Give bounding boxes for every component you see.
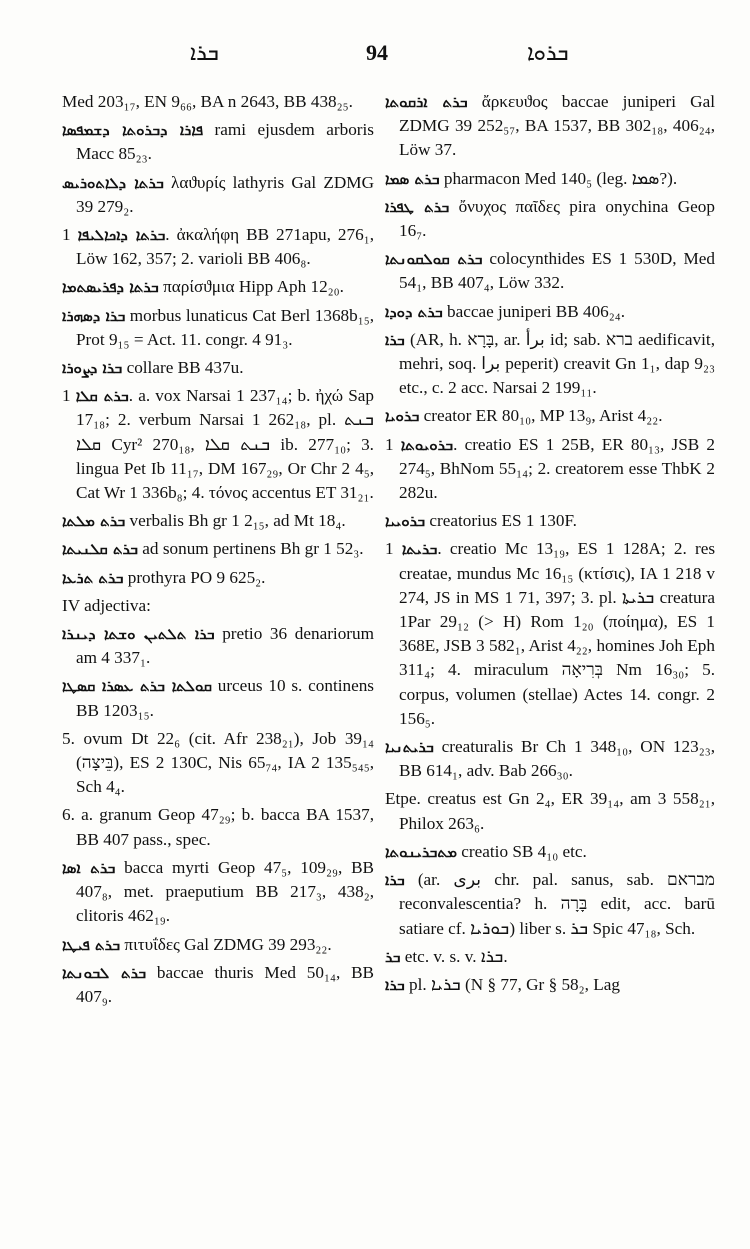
syriac-headword: ܒܪܘܝܝܐ [385, 512, 426, 531]
entry-text: ad sonum pertinens Bh gr 1 52₃. [138, 539, 364, 559]
entry-text: πιτυΐδες Gal ZDMG 39 293₂₂. [120, 934, 332, 954]
syriac-headword: ܒܪܝܬܢܝܐ [385, 738, 434, 757]
syriac-headword: ܒܪܐ ܕܨܘܪܐ [62, 359, 123, 378]
syriac-headword: ܒܪܬ ܬܪܥܐ [62, 568, 124, 587]
dictionary-entry [385, 537, 715, 731]
dictionary-entry [385, 90, 715, 163]
entry-body [385, 195, 715, 243]
entry-body [385, 300, 715, 324]
dictionary-entry [62, 803, 374, 851]
syriac-headword: ܒܪܬ ܐܪܩܘܬܐ [385, 93, 468, 111]
dictionary-entry [385, 328, 715, 401]
syriac-headword: ܒܪܬܐ ܕܐܟܐܠܝܦܐ [77, 226, 166, 245]
entry-body [62, 171, 374, 219]
syriac-headword: ܒܪܐ [385, 871, 405, 890]
syriac-headword: ܒܪܬ ܛܦܪܐ [385, 197, 450, 216]
syriac-headword: ܒܪܘܝܐ [385, 407, 420, 426]
entry-text: 6. a. granum Geop 47₂₉; b. bacca BA 1537, BB 407 pass., spec. [62, 805, 374, 849]
syriac-headword: ܒܪܬ ܩܘܠܩܘܢܬܐ [385, 250, 483, 269]
entry-text: creatio SB 4₁₀ etc. [456, 841, 587, 861]
dictionary-entry [385, 195, 715, 243]
dictionary-entry [385, 868, 715, 941]
entry-body [62, 961, 374, 1009]
dictionary-entry [385, 167, 715, 191]
entry-text: creatorius ES 1 130F. [425, 511, 577, 531]
entry-body [385, 167, 715, 191]
entry-body [385, 945, 715, 969]
page-header [0, 40, 750, 70]
entry-body [62, 727, 374, 800]
entry-text: 1. a. vox Narsai 1 237₁₄; b. ἠχώ Sap 17₁₈; 2. verbum Narsai 1 262₁₈, pl. ܒܢܬ ܩܠܐ Cyr² 270₁₈, ܒܢܬ ܩܠܐ ib. 277₁₀; 3. lingua Pet Ib 11₁₇, DM 167₂₉, Or Chr 2 4₅, Cat Wr 1 336b₈; 4. τόνος accentus ET 31₂₁. [62, 386, 375, 503]
entry-body [62, 275, 374, 299]
entry-text: colocynthides ES 1 530D, Med 54₁, BB 407₄, Löw 332. [399, 249, 715, 293]
dictionary-entry [385, 735, 715, 783]
entry-body [62, 594, 374, 618]
entry-body [385, 973, 715, 997]
syriac-headword: ܒܪܐ ܬܠܬܝܢ ܘܫܬܐ ܕܝܢܪܐ [62, 625, 215, 644]
dictionary-entry [385, 300, 715, 324]
entry-text: verbalis Bh gr 1 2₁₅, ad Mt 18₄. [125, 511, 346, 531]
entry-body [62, 537, 374, 561]
dictionary-entry [62, 171, 374, 219]
syriac-headword: ܒܪܬ ܩܠܢܝܬܐ [62, 540, 138, 559]
dictionary-entry [62, 856, 374, 929]
entry-body [62, 566, 374, 590]
entry-body [385, 787, 715, 835]
entry-body [385, 247, 715, 295]
syriac-headword: ܒܪܬܐ ܕܠܐܬܘܪܝܣ [62, 173, 164, 192]
dictionary-entry [62, 674, 374, 722]
entry-text: urceus 10 s. continens BB 1203₁₅. [76, 676, 374, 720]
dictionary-entry [62, 275, 374, 299]
syriac-headword: ܒܪܐ [385, 330, 405, 349]
syriac-headword: ܒܪܬ ܕܘܕܐ [385, 302, 443, 321]
dictionary-entry [62, 384, 374, 505]
entry-text: 1. ἀκαλήφη BB 271apu, 276₁, Löw 162, 357; 2. varioli BB 406₈. [62, 225, 375, 269]
dictionary-entry [62, 223, 374, 271]
entry-body [62, 622, 374, 670]
entry-text: Etpe. creatus est Gn 2₄, ER 39₁₄, am 3 558₂₁, Philox 263₆. [385, 789, 715, 833]
entry-body [62, 803, 374, 851]
dictionary-entry [62, 727, 374, 800]
dictionary-entry [62, 537, 374, 561]
entry-body [385, 509, 715, 533]
entry-body [385, 868, 715, 941]
entry-text: pharmacon Med 140₅ (leg. ܣܡܐ?). [439, 168, 678, 188]
syriac-headword: ܒܪܬ ܠܒܘܢܬܐ [62, 963, 147, 982]
entry-text: rami ejusdem arboris Macc 85₂₃. [76, 120, 374, 164]
entry-text: 5. ovum Dt 22₆ (cit. Afr 238₂₁), Job 39₁₄ (בֵּיצָה), ES 2 130C, Nis 65₇₄, IA 2 135₅₄₅, Sch 4₄. [62, 728, 374, 797]
dictionary-entry [385, 433, 715, 506]
right-column [385, 90, 715, 1001]
entry-text: IV adjectiva: [62, 595, 151, 615]
dictionary-entry [385, 973, 715, 997]
syriac-headword: ܒܪܬ ܐܣܐ [62, 858, 116, 877]
entry-text: 1. creatio Mc 13₁₉, ES 1 128A; 2. res creatae, mundus Mc 16₁₅ (κτίσις), IA 1 218 v 274, JS in MS 1 71, 397; 3. pl. ܒܪܝܬܐ creatura 1Par 29₁₂ (> H) Rom 1₂₀ (ποίημα), ES 1 368E, JSB 3 582₁, Arist 4₂₂, homines Joh Eph 311₄; 4. miraculum בְּרִיאָה Nm 16₃₀; 5. corpus, volumen (stellae) Actes 14. congr. 2 156₅. [385, 539, 716, 728]
syriac-headword: ܒܪܐ [385, 975, 405, 994]
entry-text: (ar. برى chr. pal. sanus, sab. מבראם reconvalescentia? h. בָּרָה edit, acc. barū satiare cf. ܒܘܪܝܐ) liber s. ܒܪ Spic 47₁₈, Sch. [399, 870, 715, 938]
entry-text: pretio 36 denariorum am 4 337₁. [76, 624, 374, 668]
dictionary-entry [62, 961, 374, 1009]
header-left-word: ܒܪܐ [190, 40, 219, 65]
syriac-headword: ܒܪܝܬܐ [401, 540, 438, 559]
dictionary-entry [62, 933, 374, 957]
syriac-headword: ܒܪܬ ܡܠܬܐ [62, 512, 126, 531]
syriac-headword: ܒܪ [385, 947, 401, 966]
entry-body [62, 304, 374, 352]
entry-text: pl. ܒܪܝܐ (N § 77, Gr § 58₂, Lag [404, 974, 620, 994]
dictionary-entry [62, 304, 374, 352]
entry-body [62, 933, 374, 957]
entry-text: creator ER 80₁₀, MP 13₉, Arist 4₂₂. [419, 406, 663, 426]
page-number: 94 [366, 40, 388, 65]
syriac-headword: ܒܪܘܝܘܬܐ [400, 435, 454, 454]
dictionary-entry [385, 945, 715, 969]
entry-body [385, 404, 715, 428]
syriac-headword: ܒܪܬ ܩܠܐ [75, 387, 129, 406]
dictionary-entry [62, 90, 374, 114]
entry-text: etc. v. s. v. ܒܪܐ. [400, 946, 508, 966]
dictionary-entry [62, 594, 374, 618]
dictionary-entry [62, 509, 374, 533]
syriac-headword: ܒܪܬܐ ܕܦܪܝܣܬܡܐ [62, 278, 159, 297]
entry-body [62, 509, 374, 533]
entry-body [62, 674, 374, 722]
entry-text: λαϑυρίς lathyris Gal ZDMG 39 279₂. [76, 172, 375, 216]
entry-body [62, 90, 374, 114]
entry-text: baccae juniperi BB 406₂₄. [442, 301, 626, 321]
syriac-headword: ܦܐܪܐ ܕܒܪܘܬܐ ܕܫܡܦܣܐ [62, 121, 204, 140]
dictionary-entry [385, 787, 715, 835]
syriac-headword: ܡܬܒܪܝܢܘܬܐ [385, 842, 457, 861]
entry-body [62, 356, 374, 380]
header-right-word: ܒܪܘܐ [527, 40, 569, 65]
dictionary-entry [385, 840, 715, 864]
entry-body [62, 856, 374, 929]
syriac-headword: ܒܪܬ ܣܡܐ [385, 169, 440, 188]
dictionary-entry [62, 566, 374, 590]
dictionary-entry [62, 118, 374, 166]
entry-body [385, 735, 715, 783]
entry-text: bacca myrti Geop 47₅, 109₂₉, BB 407₈, met. praeputium BB 217₃, 438₂, clitoris 462₁₉. [76, 857, 374, 926]
dictionary-entry [62, 356, 374, 380]
entry-body [62, 118, 374, 166]
entry-text: παρίσϑμια Hipp Aph 12₂₀. [158, 277, 344, 297]
syriac-headword: ܒܪܬ ܦܝܛܐ [62, 935, 121, 954]
dictionary-entry [385, 404, 715, 428]
entry-text: collare BB 437u. [122, 358, 244, 378]
entry-text: (AR, h. בָּרָא, ar. برأ id; sab. ברא aedificavit, mehri, soq. برا peperit) creavit Gn 1₁, dap 9₂₃ etc., c. 2 acc. Narsai 2 199₁₁. [399, 329, 716, 398]
dictionary-entry [62, 622, 374, 670]
entry-text: creaturalis Br Ch 1 348₁₀, ON 123₂₃, BB 614₁, adv. Bab 266₃₀. [399, 737, 715, 781]
entry-text: morbus lunaticus Cat Berl 1368b₁₅, Prot 9₁₅ = Act. 11. congr. 4 91₃. [76, 305, 375, 349]
entry-body [385, 433, 715, 506]
dictionary-entry [385, 247, 715, 295]
syriac-headword: ܩܘܠܬܐ ܒܪܬ ܥܣܪܐ ܩܣܛܐ [62, 677, 212, 696]
entry-text: ἄρκευϑος baccae juniperi Gal ZDMG 39 252₅₇, BA 1537, BB 302₁₈, 406₂₄, Löw 37. [399, 92, 715, 160]
syriac-headword: ܒܪܐ ܕܣܗܪܐ [62, 306, 126, 325]
entry-body [385, 840, 715, 864]
entry-text: ὄνυχος παῖδες pira onychina Geop 16₇. [399, 196, 715, 241]
entry-text: Med 203₁₇, EN 9₆₆, BA n 2643, BB 438₂₅. [62, 92, 353, 111]
entry-body [62, 384, 374, 505]
entry-body [62, 223, 374, 271]
entry-text: baccae thuris Med 50₁₄, BB 407₉. [76, 962, 374, 1006]
entry-body [385, 90, 715, 163]
entry-text: 1. creatio ES 1 25B, ER 80₁₃, JSB 2 274₅, BhNom 55₁₄; 2. creatorem esse ThbK 2 282u. [385, 434, 716, 503]
left-column [62, 90, 374, 1013]
entry-body [385, 537, 715, 731]
dictionary-entry [385, 509, 715, 533]
entry-body [385, 328, 715, 401]
entry-text: prothyra PO 9 625₂. [123, 567, 266, 587]
